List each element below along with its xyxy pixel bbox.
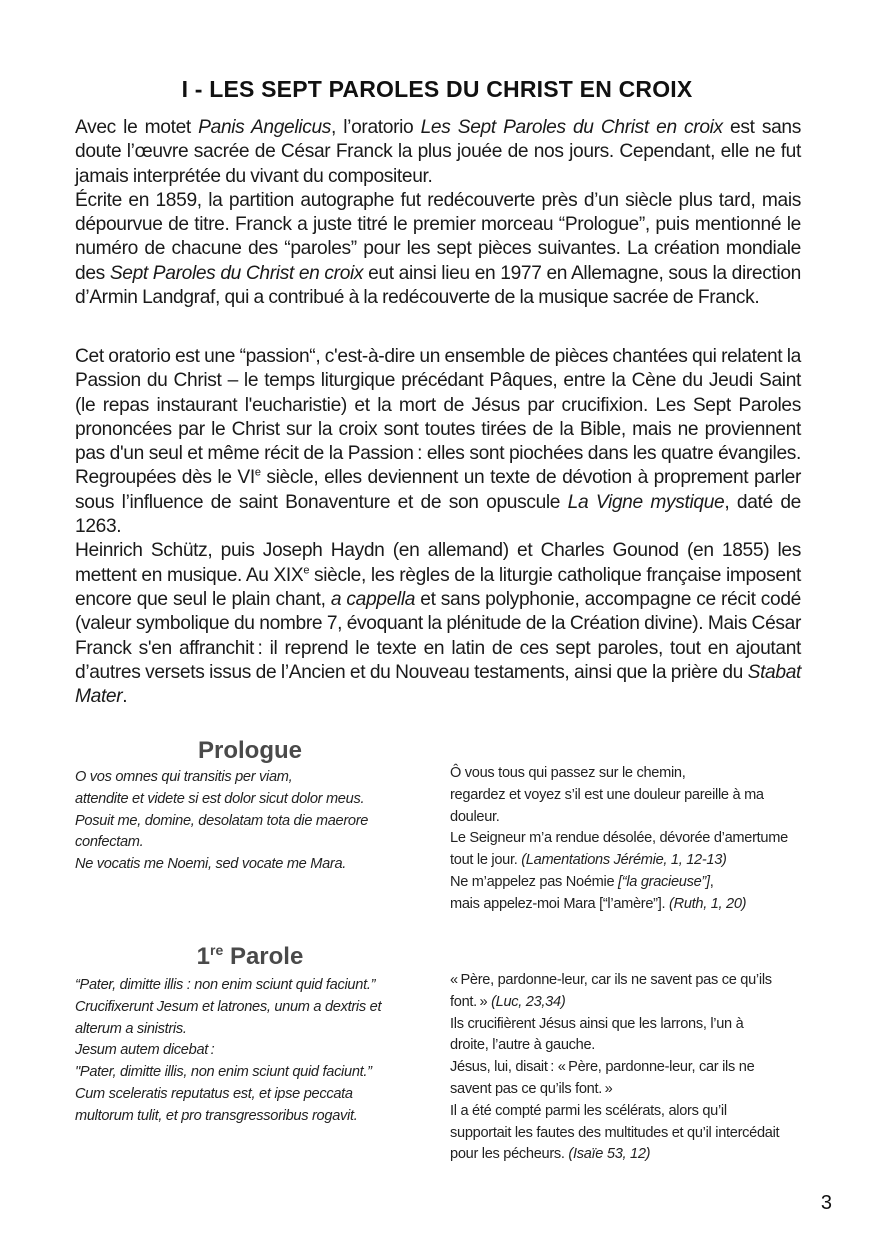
intro-paragraph-1 [75, 116, 801, 310]
page-title: I - LES SEPT PAROLES DU CHRIST EN CROIX [181, 76, 693, 102]
verse-line: Crucifixerunt Jesum et latrones, unum a dextris et [75, 998, 382, 1015]
text-run: , [709, 873, 714, 890]
verse-line [450, 1144, 820, 1166]
verse-line: alterum a sinistris. [75, 1020, 187, 1037]
verse-line: “Pater, dimitte illis : non enim sciunt quid faciunt.” [75, 977, 376, 993]
verse-line: multorum tulit, et pro transgressoribus rogavit. [75, 1107, 358, 1124]
verse-line [450, 807, 820, 829]
verse-line [450, 992, 820, 1014]
superscript: e [254, 467, 261, 480]
text-run: et sans polyphonie, accompagne ce récit codé (valeur symbolique du nombre 7, évoquant la plénitude de la Création divine). Mais César Franck s'en affranchit : il reprend le texte en latin de ces sept paroles, tout en ajoutant d’autres versets issus de l’Ancien et du Nouveau testaments, ainsi que la prière du [75, 588, 801, 683]
latin-text-prologue [75, 767, 430, 876]
verse-line: Cum sceleratis reputatus est, et ipse peccata [75, 1085, 353, 1102]
italic-text: [“la gracieuse”] [618, 873, 710, 890]
section-heading-parole-1 [75, 943, 425, 971]
verse-line: Jesum autem dicebat : [75, 1042, 215, 1059]
verse-line: Posuit me, domine, desolatam tota die maerore [75, 812, 369, 829]
text-run: Jésus, lui, disait : « Père, pardonne-leur, car ils ne [450, 1059, 755, 1076]
text-run: supportait les fautes des multitudes et qu’il intercédait [450, 1124, 780, 1141]
text-run: Écrite en 1859, la partition autographe fut redécouverte près d’un siècle plus tard, mais dépourvue de titre. Franck a juste titré le premier morceau “Prologue”, puis mentionné le numéro de chacune des “paroles” pour les sept pièces suivantes. La création mondiale des [75, 189, 801, 284]
text-run: siècle, elles deviennent un texte de dévotion à proprement parler sous l’influence de saint Bonaventure et de son opuscule [75, 467, 801, 513]
text-run: droite, l’autre à gauche. [450, 1037, 596, 1054]
text-run: regardez et voyez s’il est une douleur pareille à ma [450, 786, 764, 803]
latin-text-parole-1 [75, 975, 430, 1128]
italic-text: Les Sept Paroles du Christ en croix [420, 117, 723, 138]
text-run: . [122, 686, 128, 708]
italic-text: a cappella [330, 588, 416, 610]
verse-line [450, 1123, 820, 1145]
page-number: 3 [820, 1192, 832, 1214]
text-run: douleur. [450, 808, 500, 825]
text-run: Cet oratorio est une “passion“, c'est-à-dire un ensemble de pièces chantées qui relatent la Passion du Christ – le temps liturgique précédant Pâques, entre la Cène du Jeudi Saint (le repas instaurant l'eucharistie) et la mort de Jésus par crucifixion. Les Sept Paroles prononcées par le Christ sur la croix sont toutes tirées de la Bible, mais ne proviennent pas d'un seul et même récit de la Passion : elles sont piochées dans les quatre évangiles. Regroupées dès le VI [75, 346, 801, 489]
text-run: Ne m’appelez pas Noémie [450, 873, 619, 890]
text-run: , daté de 1263. [75, 491, 802, 538]
verse-line [450, 785, 820, 807]
text-run: pour les pécheurs. [450, 1146, 569, 1163]
verse-line [450, 850, 820, 872]
intro-paragraph-2-text [75, 345, 801, 709]
section-heading-ordinal: re [210, 942, 224, 958]
section-heading-text: Parole [229, 943, 304, 970]
italic-text: (Ruth, 1, 20) [669, 895, 747, 912]
verse-line [450, 828, 820, 850]
section-heading-text: Prologue [197, 737, 302, 764]
italic-text: Sept Paroles du Christ en croix [109, 262, 364, 284]
verse-line: confectam. [75, 834, 144, 851]
italic-text: (Lamentations Jérémie, 1, 12-13) [521, 852, 727, 869]
text-run: , l’oratorio [331, 117, 421, 138]
superscript: e [303, 564, 310, 577]
verse-line [450, 872, 820, 894]
text-run: est sans doute l’œuvre sacrée de César Franck la plus jouée de nos jours. Cependant, elle ne fut jamais interprétée du vivant du compositeur. [75, 117, 801, 187]
italic-text: Stabat Mater [75, 661, 801, 708]
verse-line [450, 1014, 820, 1036]
section-heading-prologue [75, 737, 425, 765]
text-run: tout le jour. [450, 852, 522, 869]
french-translation-prologue [450, 763, 820, 916]
italic-text: (Isaïe 53, 12) [568, 1146, 651, 1163]
verse-line [450, 1079, 820, 1101]
verse-line: O vos omnes qui transitis per viam, [75, 769, 293, 785]
verse-line: Ne vocatis me Noemi, sed vocate me Mara. [75, 856, 347, 873]
verse-line [450, 1101, 820, 1123]
text-run: Il a été compté parmi les scélérats, alors qu’il [450, 1102, 727, 1119]
text-run: Ô vous tous qui passez sur le chemin, [450, 765, 686, 781]
french-translation-parole-1 [450, 970, 820, 1166]
italic-text: (Luc, 23,34) [491, 993, 566, 1010]
text-run: eut ainsi lieu en 1977 en Allemagne, sous la direction d’Armin Landgraf, qui a contribué à la redécouverte de la musique sacrée de Franck. [75, 262, 801, 309]
verse-line: attendite et videte si est dolor sicut dolor meus. [75, 790, 365, 807]
verse-line [450, 763, 820, 785]
text-run: siècle, les règles de la liturgie catholique française imposent encore que seul le plain chant, [75, 564, 801, 610]
verse-line [450, 1057, 820, 1079]
intro-paragraph-2 [75, 345, 801, 709]
verse-line [450, 970, 820, 992]
text-run: Heinrich Schütz, puis Joseph Haydn (en allemand) et Charles Gounod (en 1855) les mettent en musique. Au XIX [75, 540, 801, 586]
verse-line [450, 894, 820, 916]
text-run: font. » [450, 993, 492, 1010]
verse-line: "Pater, dimitte illis, non enim sciunt quid faciunt.” [75, 1064, 372, 1081]
italic-text: La Vigne mystique [567, 491, 725, 513]
text-run: Le Seigneur m’a rendue désolée, dévorée d’amertume [450, 830, 788, 847]
text-run: Ils crucifièrent Jésus ainsi que les larrons, l’un à [450, 1015, 744, 1032]
verse-line [450, 1035, 820, 1057]
text-run: Avec le motet [75, 117, 199, 138]
intro-paragraph-1-text [75, 116, 801, 310]
italic-text: Panis Angelicus [198, 117, 332, 138]
text-run: « Père, pardonne-leur, car ils ne savent pas ce qu’ils [450, 972, 772, 988]
text-run: mais appelez-moi Mara [“l’amère”]. [450, 895, 670, 912]
text-run: savent pas ce qu’ils font. » [450, 1080, 613, 1097]
section-heading-number: 1 [196, 943, 211, 970]
